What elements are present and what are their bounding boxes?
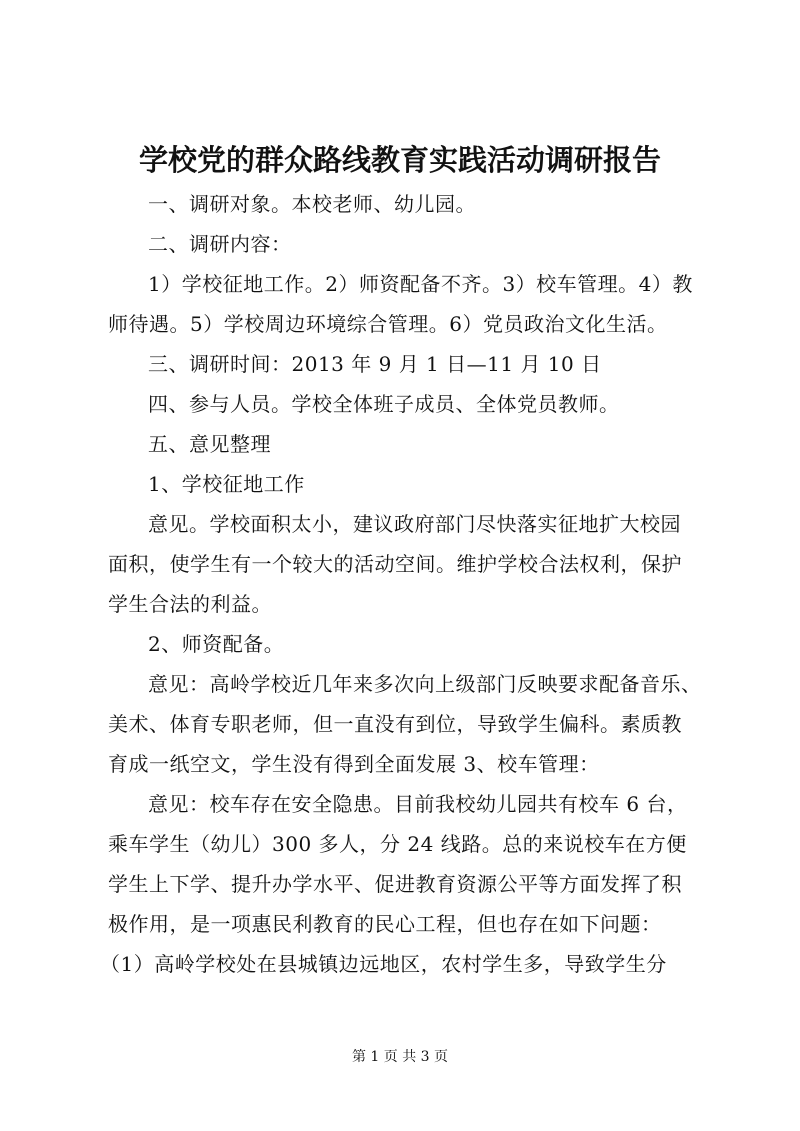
paragraph-line: 面积，使学生有一个较大的活动空间。维护学校合法权利，保护 <box>108 552 682 576</box>
paragraph-line: 2、师资配备。 <box>148 632 285 656</box>
paragraph-line: 学生上下学、提升办学水平、促进教育资源公平等方面发挥了积 <box>108 872 682 896</box>
paragraph-line: 三、调研时间：2013 年 9 月 1 日—11 月 10 日 <box>148 352 602 376</box>
paragraph-line: 一、调研对象。本校老师、幼儿园。 <box>148 192 476 216</box>
paragraph-line: 四、参与人员。学校全体班子成员、全体党员教师。 <box>148 392 620 416</box>
paragraph-line: 意见：校车存在安全隐患。目前我校幼儿园共有校车 6 台， <box>148 792 688 816</box>
paragraph-line: 学生合法的利益。 <box>108 592 272 616</box>
page-number-footer: 第 1 页 共 3 页 <box>351 1049 449 1065</box>
paragraph-line: 意见：高岭学校近几年来多次向上级部门反映要求配备音乐、 <box>148 672 702 696</box>
paragraph-line: 师待遇。5）学校周边环境综合管理。6）党员政治文化生活。 <box>108 312 668 336</box>
document-body <box>100 184 708 984</box>
paragraph-line: 极作用，是一项惠民利教育的民心工程，但也存在如下问题： <box>108 912 662 936</box>
paragraph-line: 美术、体育专职老师，但一直没有到位，导致学生偏科。素质教 <box>108 712 682 736</box>
paragraph-line: 二、调研内容： <box>148 232 292 256</box>
document-title: 学校党的群众路线教育实践活动调研报告 <box>138 143 661 177</box>
paragraph-line: 1、学校征地工作 <box>148 472 305 496</box>
paragraph-line: （1）高岭学校处在县城镇边远地区，农村学生多，导致学生分 <box>100 952 667 976</box>
paragraph-line: 意见。学校面积太小，建议政府部门尽快落实征地扩大校园 <box>148 512 681 536</box>
paragraph-line: 五、意见整理 <box>148 432 271 456</box>
paragraph-line: 育成一纸空文，学生没有得到全面发展 3、校车管理： <box>108 752 600 776</box>
paragraph-line: 1）学校征地工作。2）师资配备不齐。3）校车管理。4）教 <box>148 272 693 296</box>
paragraph-line: 乘车学生（幼儿）300 多人，分 24 线路。总的来说校车在方便 <box>108 832 687 856</box>
